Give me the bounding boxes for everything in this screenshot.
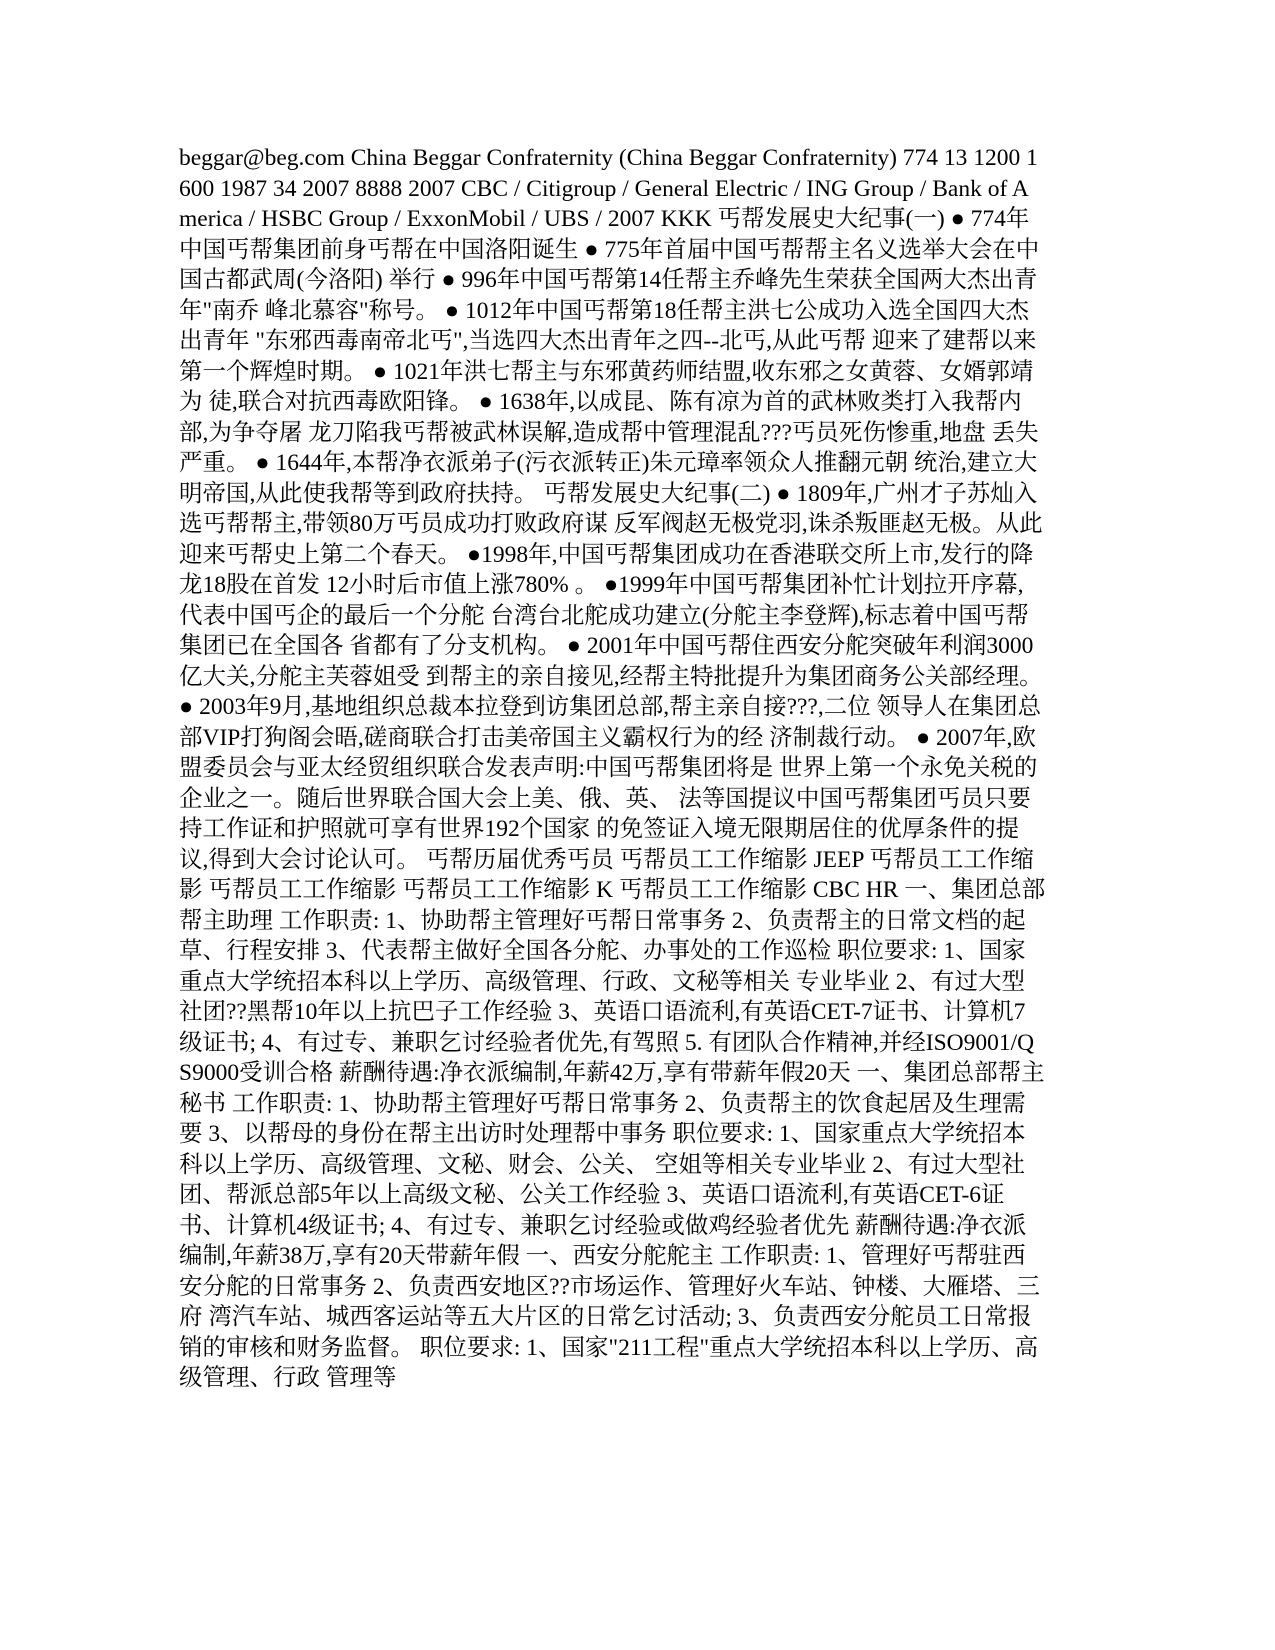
- body-text: beggar@beg.com China Beggar Confraternity (China Beggar Confraternity) 774 13 1200 1600 1987 34 2007 8888 2007 CBC / Citigroup / General Electric / ING Group / Bank of America / HSBC Group / ExxonMobil / UBS / 2007 KKK 丐帮发展史大纪事(一) ● 774年中国丐帮集团前身丐帮在中国洛阳诞生 ● 775年首届中国丐帮帮主名义选举大会在中国古都武周(今洛阳) 举行 ● 996年中国丐帮第14任帮主乔峰先生荣获全国两大杰出青年"南乔 峰北慕容"称号。 ● 1012年中国丐帮第18任帮主洪七公成功入选全国四大杰出青年 "东邪西毒南帝北丐",当选四大杰出青年之四--北丐,从此丐帮 迎来了建帮以来第一个辉煌时期。 ● 1021年洪七帮主与东邪黄药师结盟,收东邪之女黄蓉、女婿郭靖为 徒,联合对抗西毒欧阳锋。 ● 1638年,以成昆、陈有凉为首的武林败类打入我帮内部,为争夺屠 龙刀陷我丐帮被武林误解,造成帮中管理混乱???丐员死伤惨重,地盘 丢失严重。 ● 1644年,本帮净衣派弟子(污衣派转正)朱元璋率领众人推翻元朝 统治,建立大明帝国,从此使我帮等到政府扶持。 丐帮发展史大纪事(二) ● 1809年,广州才子苏灿入选丐帮帮主,带领80万丐员成功打败政府谋 反军阀赵无极党羽,诛杀叛匪赵无极。从此迎来丐帮史上第二个春天。 ●1998年,中国丐帮集团成功在香港联交所上市,发行的降龙18股在首发 12小时后市值上涨780% 。 ●1999年中国丐帮集团补忙计划拉开序幕,代表中国丐企的最后一个分舵 台湾台北舵成功建立(分舵主李登辉),标志着中国丐帮集团已在全国各 省都有了分支机构。 ● 2001年中国丐帮住西安分舵突破年利润3000亿大关,分舵主芙蓉姐受 到帮主的亲自接见,经帮主特批提升为集团商务公关部经理。 ● 2003年9月,基地组织总裁本拉登到访集团总部,帮主亲自接???,二位 领导人在集团总部VIP打狗阁会晤,磋商联合打击美帝国主义霸权行为的经 济制裁行动。 ● 2007年,欧盟委员会与亚太经贸组织联合发表声明:中国丐帮集团将是 世界上第一个永免关税的企业之一。随后世界联合国大会上美、俄、英、 法等国提议中国丐帮集团丐员只要持工作证和护照就可享有世界192个国家 的免签证入境无限期居住的优厚条件的提议,得到大会讨论认可。 丐帮历届优秀丐员 丐帮员工工作缩影 JEEP 丐帮员工工作缩影 丐帮员工工作缩影 丐帮员工工作缩影 K 丐帮员工工作缩影 CBC HR 一、集团总部帮主助理 工作职责: 1、协助帮主管理好丐帮日常事务 2、负责帮主的日常文档的起草、行程安排 3、代表帮主做好全国各分舵、办事处的工作巡检 职位要求: 1、国家重点大学统招本科以上学历、高级管理、行政、文秘等相关 专业毕业 2、有过大型社团??黑帮10年以上抗巴子工作经验 3、英语口语流利,有英语CET-7证书、计算机7级证书; 4、有过专、兼职乞讨经验者优先,有驾照 5. 有团队合作精神,并经ISO9001/QS9000受训合格 薪酬待遇:净衣派编制,年薪42万,享有带薪年假20天 一、集团总部帮主秘书 工作职责: 1、协助帮主管理好丐帮日常事务 2、负责帮主的饮食起居及生理需要 3、以帮母的身份在帮主出访时处理帮中事务 职位要求: 1、国家重点大学统招本科以上学历、高级管理、文秘、财会、公关、 空姐等相关专业毕业 2、有过大型社团、帮派总部5年以上高级文秘、公关工作经验 3、英语口语流利,有英语CET-6证书、计算机4级证书; 4、有过专、兼职乞讨经验或做鸡经验者优先 薪酬待遇:净衣派编制,年薪38万,享有20天带薪年假 一、西安分舵舵主 工作职责: 1、管理好丐帮驻西安分舵的日常事务 2、负责西安地区??市场运作、管理好火车站、钟楼、大雁塔、三府 湾汽车站、城西客运站等五大片区的日常乞讨活动; 3、负责西安分舵员工日常报销的审核和财务监督。 职位要求: 1、国家"211工程"重点大学统招本科以上学历、高级管理、行政 管理等: [179, 145, 1046, 1391]
